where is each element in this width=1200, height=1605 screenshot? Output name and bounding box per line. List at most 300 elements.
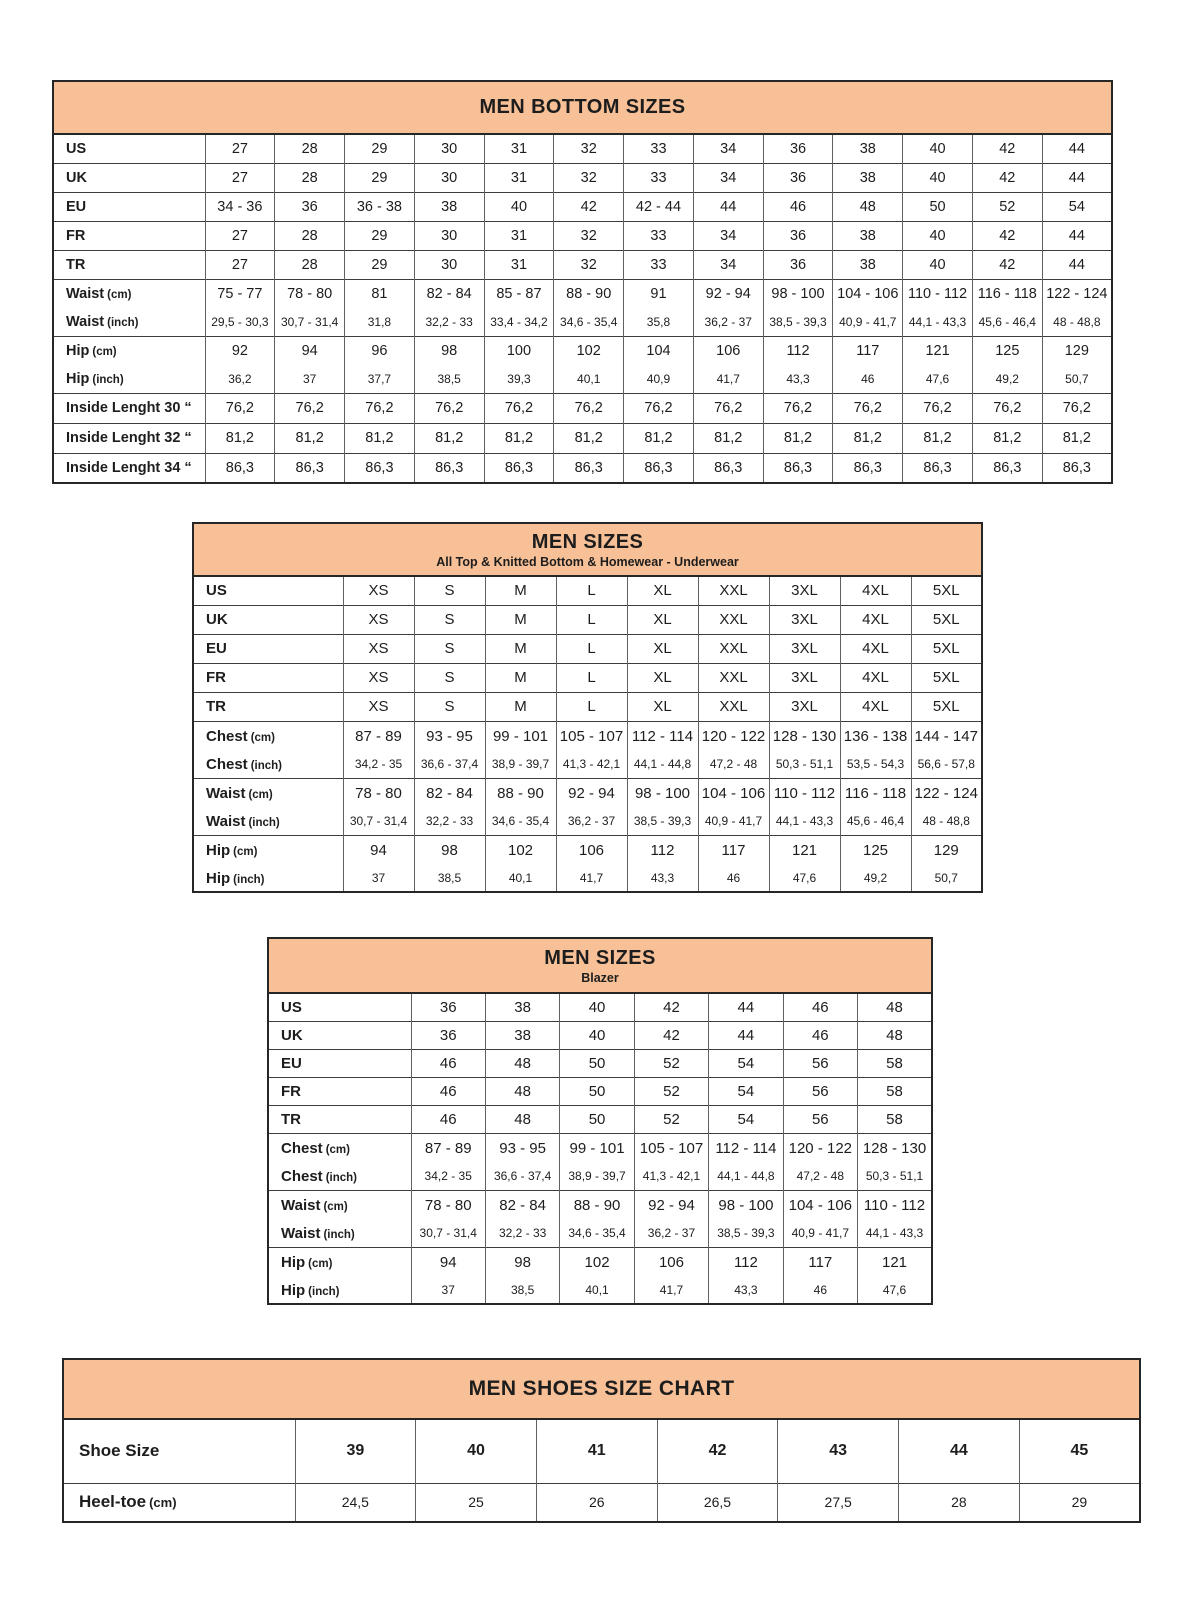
size-cell: 41,7: [693, 366, 763, 393]
size-cell: 54: [709, 1049, 783, 1077]
size-cell: 94: [275, 336, 345, 366]
size-cell: 76,2: [693, 393, 763, 423]
size-cell: 52: [972, 192, 1042, 221]
size-cell: 50: [560, 1077, 634, 1105]
size-cell: 81,2: [205, 423, 275, 453]
size-cell: 36: [763, 221, 833, 250]
size-cell: 44,1 - 43,3: [903, 309, 973, 336]
size-cell: 32: [554, 250, 624, 279]
size-cell: 86,3: [554, 453, 624, 483]
size-cell: 30: [414, 134, 484, 163]
size-cell: XS: [343, 692, 414, 721]
table-row: [268, 1163, 932, 1190]
size-cell: 28: [275, 221, 345, 250]
size-cell: 46: [783, 993, 857, 1021]
row-label: FR: [206, 669, 226, 686]
size-cell: 38,9 - 39,7: [485, 751, 556, 778]
table-row: [193, 751, 982, 778]
size-cell: 41,7: [556, 865, 627, 892]
size-cell: 76,2: [554, 393, 624, 423]
row-unit-label: (inch): [323, 1228, 355, 1241]
size-cell: 35,8: [624, 309, 694, 336]
size-cell: 33: [624, 134, 694, 163]
size-cell: 3XL: [769, 634, 840, 663]
size-cell: 86,3: [345, 453, 415, 483]
size-cell: 28: [275, 163, 345, 192]
size-cell: 37: [275, 366, 345, 393]
size-cell: 93 - 95: [485, 1133, 559, 1163]
size-cell: 32: [554, 134, 624, 163]
size-cell: 86,3: [484, 453, 554, 483]
size-cell: 46: [411, 1049, 485, 1077]
size-cell: 49,2: [972, 366, 1042, 393]
size-cell: XL: [627, 692, 698, 721]
row-label: Waist: [206, 812, 246, 830]
size-cell: 81,2: [624, 423, 694, 453]
size-cell: L: [556, 576, 627, 605]
size-cell: 30: [414, 221, 484, 250]
row-label: Hip: [206, 841, 231, 859]
size-cell: 121: [858, 1247, 932, 1277]
row-label-cell: [53, 336, 205, 366]
size-cell: XXL: [698, 605, 769, 634]
size-cell: XXL: [698, 634, 769, 663]
row-label-cell: [53, 134, 205, 163]
size-cell: S: [414, 576, 485, 605]
row-unit-label: (cm): [107, 289, 132, 302]
size-cell: 86,3: [763, 453, 833, 483]
table-header: [193, 523, 982, 576]
size-cell: 32,2 - 33: [414, 808, 485, 835]
size-cell: 48: [485, 1077, 559, 1105]
size-cell: 100: [484, 336, 554, 366]
row-label: Waist: [206, 784, 246, 802]
size-cell: 86,3: [903, 453, 973, 483]
size-cell: 112 - 114: [627, 721, 698, 751]
row-label-cell: [53, 366, 205, 393]
size-cell: 76,2: [205, 393, 275, 423]
row-label: Waist: [281, 1224, 321, 1242]
table-title: MEN SIZES: [531, 530, 644, 553]
row-unit-label: (cm): [149, 1495, 177, 1511]
size-cell: 81,2: [693, 423, 763, 453]
size-cell: 110 - 112: [858, 1190, 932, 1220]
size-cell: 34 - 36: [205, 192, 275, 221]
size-cell: 47,2 - 48: [783, 1163, 857, 1190]
size-cell: 5XL: [911, 605, 982, 634]
row-label: EU: [206, 640, 227, 657]
row-label-cell: [268, 1133, 411, 1163]
size-cell: 29: [345, 221, 415, 250]
table-row: [268, 1105, 932, 1133]
size-cell: 54: [709, 1077, 783, 1105]
size-cell: 105 - 107: [556, 721, 627, 751]
size-cell: 32,2 - 33: [485, 1220, 559, 1247]
size-cell: M: [485, 634, 556, 663]
size-cell: 104: [624, 336, 694, 366]
size-cell: 36,2: [205, 366, 275, 393]
row-label: UK: [281, 1026, 303, 1044]
row-label-cell: [268, 1077, 411, 1105]
size-cell: 29: [345, 250, 415, 279]
size-cell: 32,2 - 33: [414, 309, 484, 336]
men-blazer-sizes-table: [267, 937, 933, 1305]
size-cell: 5XL: [911, 576, 982, 605]
size-cell: 36: [411, 1021, 485, 1049]
size-cell: 34: [693, 134, 763, 163]
size-cell: 44: [693, 192, 763, 221]
size-cell: 86,3: [833, 453, 903, 483]
size-cell: 38,9 - 39,7: [560, 1163, 634, 1190]
table-row: [63, 1483, 1140, 1522]
size-cell: 40: [560, 993, 634, 1021]
table-header: [268, 938, 932, 993]
size-cell: 40,9 - 41,7: [698, 808, 769, 835]
size-cell: 31: [484, 250, 554, 279]
size-cell: 122 - 124: [911, 778, 982, 808]
size-cell: 52: [634, 1105, 708, 1133]
size-cell: 102: [554, 336, 624, 366]
row-unit-label: (cm): [325, 1143, 350, 1156]
row-label: Hip: [281, 1281, 306, 1299]
size-cell: 92: [205, 336, 275, 366]
size-cell: 96: [345, 336, 415, 366]
size-cell: 82 - 84: [414, 778, 485, 808]
row-label-cell: [53, 309, 205, 336]
size-cell: 37: [343, 865, 414, 892]
size-cell: 76,2: [1042, 393, 1112, 423]
size-cell: 76,2: [624, 393, 694, 423]
size-cell: 116 - 118: [840, 778, 911, 808]
size-cell: 94: [343, 835, 414, 865]
size-cell: 49,2: [840, 865, 911, 892]
row-label-cell: [63, 1483, 295, 1522]
row-label-cell: [53, 163, 205, 192]
men-sizes-tops-grid: [192, 522, 983, 893]
size-cell: 78 - 80: [411, 1190, 485, 1220]
size-cell: 34,2 - 35: [343, 751, 414, 778]
size-cell: 42: [972, 250, 1042, 279]
table-row: [193, 692, 982, 721]
size-cell: 44,1 - 43,3: [769, 808, 840, 835]
size-cell: 76,2: [833, 393, 903, 423]
row-label: EU: [281, 1054, 302, 1072]
table-row: [268, 1133, 932, 1163]
row-label: Hip: [281, 1253, 306, 1271]
table-header: [53, 81, 1112, 134]
size-cell: 88 - 90: [554, 279, 624, 309]
table-row: [268, 1247, 932, 1277]
row-label-cell: [53, 192, 205, 221]
size-cell: 43,3: [627, 865, 698, 892]
row-label-cell: [193, 692, 343, 721]
size-cell: 117: [698, 835, 769, 865]
size-cell: 38: [485, 993, 559, 1021]
size-cell: 34: [693, 163, 763, 192]
size-cell: 92 - 94: [634, 1190, 708, 1220]
size-cell: 52: [634, 1077, 708, 1105]
size-cell: 144 - 147: [911, 721, 982, 751]
table-row: [53, 423, 1112, 453]
row-label-cell: [63, 1419, 295, 1483]
size-cell: 128 - 130: [769, 721, 840, 751]
size-cell: 102: [560, 1247, 634, 1277]
size-cell: 86,3: [205, 453, 275, 483]
row-unit-label: (cm): [250, 731, 275, 744]
size-cell: 40: [903, 163, 973, 192]
size-cell: 112 - 114: [709, 1133, 783, 1163]
row-label-cell: [53, 221, 205, 250]
size-cell: 42: [972, 163, 1042, 192]
size-cell: 4XL: [840, 663, 911, 692]
size-cell: 48: [833, 192, 903, 221]
size-cell: XS: [343, 634, 414, 663]
size-cell: 46: [783, 1277, 857, 1304]
size-cell: 30,7 - 31,4: [411, 1220, 485, 1247]
size-cell: 120 - 122: [783, 1133, 857, 1163]
row-unit-label: (inch): [92, 374, 124, 387]
row-label: FR: [66, 227, 86, 244]
table-row: [53, 192, 1112, 221]
size-cell: 112: [627, 835, 698, 865]
table-row: [193, 605, 982, 634]
size-cell: 30,7 - 31,4: [275, 309, 345, 336]
size-cell: 48: [485, 1105, 559, 1133]
size-cell: 4XL: [840, 634, 911, 663]
row-label-cell: [193, 751, 343, 778]
size-cell: 58: [858, 1105, 932, 1133]
size-cell: 27: [205, 250, 275, 279]
size-cell: XL: [627, 605, 698, 634]
size-cell: 40: [484, 192, 554, 221]
size-cell: 27: [205, 134, 275, 163]
row-label: US: [66, 140, 87, 157]
table-row: [53, 309, 1112, 336]
size-cell: 46: [411, 1105, 485, 1133]
size-cell: 56: [783, 1105, 857, 1133]
size-cell: 24,5: [295, 1483, 416, 1522]
size-cell: 36: [411, 993, 485, 1021]
size-cell: 47,6: [903, 366, 973, 393]
row-label-cell: [193, 663, 343, 692]
size-cell: 44: [709, 1021, 783, 1049]
size-cell: 5XL: [911, 663, 982, 692]
size-cell: S: [414, 634, 485, 663]
size-cell: 58: [858, 1077, 932, 1105]
size-cell: 42: [634, 1021, 708, 1049]
size-cell: 34,6 - 35,4: [554, 309, 624, 336]
size-cell: XS: [343, 605, 414, 634]
size-cell: 28: [275, 250, 345, 279]
size-cell: 42: [972, 221, 1042, 250]
size-cell: 4XL: [840, 605, 911, 634]
size-cell: 93 - 95: [414, 721, 485, 751]
size-cell: 110 - 112: [769, 778, 840, 808]
size-cell: 47,6: [769, 865, 840, 892]
row-label-cell: [268, 1277, 411, 1304]
row-unit-label: (inch): [308, 1285, 340, 1298]
table-subtitle: Blazer: [581, 970, 619, 985]
row-label: Hip: [66, 343, 90, 360]
size-cell: 86,3: [1042, 453, 1112, 483]
size-cell: 98: [485, 1247, 559, 1277]
size-cell: 44: [899, 1419, 1020, 1483]
size-cell: 112: [763, 336, 833, 366]
size-cell: 81,2: [1042, 423, 1112, 453]
size-cell: 38,5: [414, 865, 485, 892]
size-cell: 40: [416, 1419, 537, 1483]
size-cell: 38,5 - 39,3: [627, 808, 698, 835]
row-label: UK: [66, 169, 87, 186]
size-cell: 129: [911, 835, 982, 865]
size-cell: XS: [343, 576, 414, 605]
size-cell: 46: [783, 1021, 857, 1049]
size-cell: 45,6 - 46,4: [840, 808, 911, 835]
table-row: [268, 993, 932, 1021]
size-cell: 27: [205, 221, 275, 250]
size-cell: 104 - 106: [833, 279, 903, 309]
size-cell: 81,2: [903, 423, 973, 453]
size-cell: 50,3 - 51,1: [769, 751, 840, 778]
size-cell: 3XL: [769, 663, 840, 692]
size-cell: 46: [411, 1077, 485, 1105]
size-cell: 122 - 124: [1042, 279, 1112, 309]
size-cell: 27,5: [778, 1483, 899, 1522]
size-cell: 81,2: [275, 423, 345, 453]
size-cell: 117: [783, 1247, 857, 1277]
table-row: [193, 663, 982, 692]
size-cell: 48: [858, 993, 932, 1021]
row-label-cell: [268, 1049, 411, 1077]
size-cell: M: [485, 663, 556, 692]
size-cell: 120 - 122: [698, 721, 769, 751]
size-cell: 110 - 112: [903, 279, 973, 309]
size-cell: 44: [1042, 163, 1112, 192]
size-cell: 39,3: [484, 366, 554, 393]
table-row: [53, 453, 1112, 483]
size-cell: 30: [414, 250, 484, 279]
size-cell: 38,5: [485, 1277, 559, 1304]
row-label: Hip: [66, 371, 90, 388]
size-cell: L: [556, 634, 627, 663]
size-cell: 42: [634, 993, 708, 1021]
size-cell: M: [485, 692, 556, 721]
table-row: [268, 1021, 932, 1049]
size-cell: 82 - 84: [485, 1190, 559, 1220]
row-label: Chest: [281, 1139, 323, 1157]
size-cell: 42 - 44: [624, 192, 694, 221]
size-cell: 25: [416, 1483, 537, 1522]
size-cell: 42: [972, 134, 1042, 163]
size-cell: 98 - 100: [763, 279, 833, 309]
size-cell: 121: [903, 336, 973, 366]
table-row: [193, 634, 982, 663]
men-sizes-blazer-grid: [267, 937, 933, 1305]
size-cell: M: [485, 605, 556, 634]
row-label-cell: [193, 576, 343, 605]
size-cell: 44: [709, 993, 783, 1021]
row-unit-label: (cm): [308, 1257, 333, 1270]
row-label: Inside Lenght 32 “: [66, 430, 192, 446]
row-label: EU: [66, 198, 87, 215]
size-cell: 33: [624, 163, 694, 192]
size-cell: 81,2: [414, 423, 484, 453]
size-cell: 50: [903, 192, 973, 221]
size-cell: XL: [627, 634, 698, 663]
table-row: [63, 1419, 1140, 1483]
size-cell: L: [556, 605, 627, 634]
size-cell: 125: [972, 336, 1042, 366]
table-row: [53, 134, 1112, 163]
size-cell: 29: [345, 163, 415, 192]
size-cell: 38: [833, 163, 903, 192]
size-cell: 116 - 118: [972, 279, 1042, 309]
size-cell: 76,2: [903, 393, 973, 423]
size-cell: 30: [414, 163, 484, 192]
size-cell: 81,2: [763, 423, 833, 453]
size-cell: 86,3: [972, 453, 1042, 483]
size-cell: 86,3: [693, 453, 763, 483]
row-label: TR: [206, 698, 226, 715]
size-cell: 76,2: [275, 393, 345, 423]
size-cell: 129: [1042, 336, 1112, 366]
table-header-row: [53, 81, 1112, 134]
size-cell: 36: [763, 163, 833, 192]
size-cell: 30,7 - 31,4: [343, 808, 414, 835]
size-cell: 48: [485, 1049, 559, 1077]
size-cell: 38,5 - 39,3: [763, 309, 833, 336]
row-label: Shoe Size: [79, 1441, 160, 1461]
size-cell: 45,6 - 46,4: [972, 309, 1042, 336]
size-cell: 85 - 87: [484, 279, 554, 309]
size-cell: 98 - 100: [627, 778, 698, 808]
men-shoes-size-chart-grid: [62, 1358, 1141, 1523]
size-cell: 33: [624, 250, 694, 279]
size-cell: 56,6 - 57,8: [911, 751, 982, 778]
size-cell: 43,3: [763, 366, 833, 393]
size-cell: 81,2: [833, 423, 903, 453]
size-cell: 3XL: [769, 692, 840, 721]
size-cell: 81,2: [972, 423, 1042, 453]
size-cell: 50,7: [911, 865, 982, 892]
size-cell: 4XL: [840, 576, 911, 605]
table-row: [193, 835, 982, 865]
size-cell: 36,2 - 37: [556, 808, 627, 835]
size-cell: 33: [624, 221, 694, 250]
size-cell: 36,2 - 37: [693, 309, 763, 336]
size-cell: 46: [698, 865, 769, 892]
size-cell: 41,7: [634, 1277, 708, 1304]
size-cell: XL: [627, 663, 698, 692]
size-cell: 40,9 - 41,7: [783, 1220, 857, 1247]
row-label: Chest: [206, 755, 248, 773]
size-cell: 99 - 101: [560, 1133, 634, 1163]
size-cell: 40: [560, 1021, 634, 1049]
row-label-cell: [53, 250, 205, 279]
size-cell: 28: [899, 1483, 1020, 1522]
size-cell: 36 - 38: [345, 192, 415, 221]
size-cell: 46: [763, 192, 833, 221]
table-row: [268, 1190, 932, 1220]
size-cell: 50,7: [1042, 366, 1112, 393]
size-cell: 40,9: [624, 366, 694, 393]
table-row: [268, 1077, 932, 1105]
table-title: MEN BOTTOM SIZES: [479, 96, 686, 118]
row-label: Waist: [281, 1196, 321, 1214]
row-label-cell: [53, 393, 205, 423]
table-row: [193, 576, 982, 605]
size-cell: 36: [763, 250, 833, 279]
